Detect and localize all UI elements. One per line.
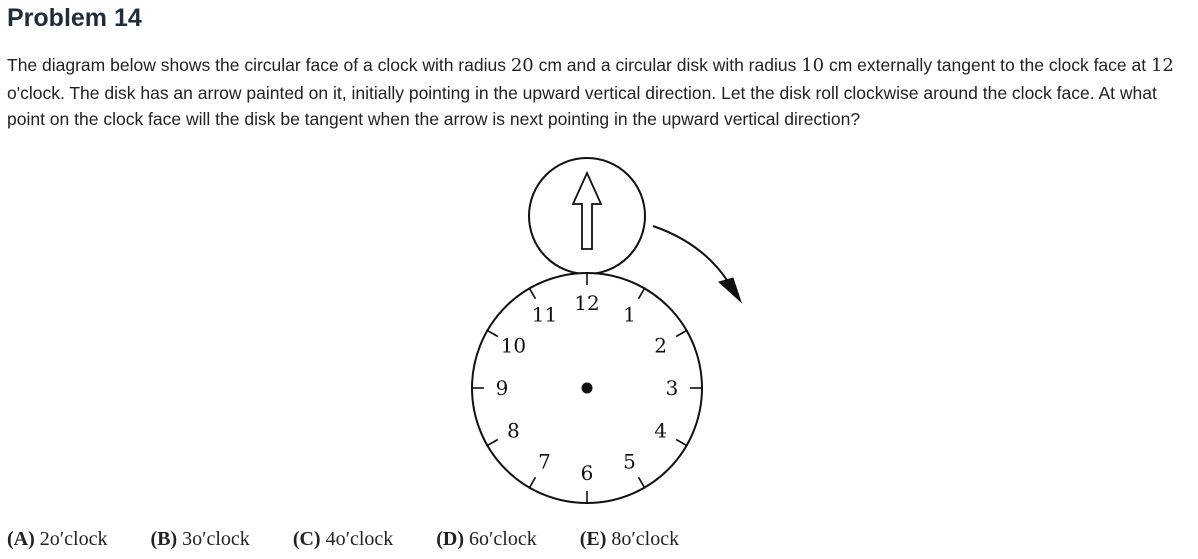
choice-c-text: 4o′clock: [325, 528, 394, 550]
clockwise-rotation-arc: [653, 226, 733, 290]
twelve-value: 12: [1150, 55, 1174, 76]
clock-number-1: 1: [623, 302, 636, 327]
statement-part-2: cm and a circular disk with radius: [533, 55, 802, 75]
choice-a-letter: (A): [7, 528, 35, 550]
clock-number-3: 3: [665, 376, 679, 400]
clock-number-2: 2: [654, 333, 667, 358]
statement-part-4: o'clock. The disk has an arrow painted on it, initially pointing in the upward vertical direction. Let the disk roll clockwise around the clock face. At what point on the clock face will the disk be tangent when the arrow is next pointing in the upward vertical direction?: [7, 82, 1157, 129]
disk-radius-value: 10: [801, 55, 825, 76]
clock-number-8: 8: [507, 418, 520, 443]
clock-center-dot: [582, 383, 593, 394]
choice-a[interactable]: [7, 528, 107, 551]
statement-part-3: cm externally tangent to the clock face at: [824, 55, 1151, 75]
choice-c[interactable]: [293, 528, 393, 551]
answer-choices: [7, 528, 717, 551]
choice-b[interactable]: [150, 528, 249, 551]
choice-b-letter: (B): [150, 528, 178, 550]
choice-c-letter: (C): [292, 528, 321, 550]
clock-number-5: 5: [623, 449, 636, 474]
clock-diagram: [440, 145, 760, 510]
choice-e-text: 8o′clock: [611, 528, 680, 550]
clock-number-12: 12: [574, 291, 600, 315]
clock-number-9: 9: [495, 376, 509, 400]
clock-number-6: 6: [580, 461, 594, 485]
choice-e[interactable]: [580, 528, 679, 551]
clock-number-4: 4: [654, 418, 667, 443]
choice-d-text: 6o′clock: [469, 528, 537, 550]
choice-b-text: 3o′clock: [182, 528, 250, 550]
problem-statement: [7, 52, 1187, 133]
clock-number-7: 7: [538, 449, 551, 474]
clock-number-11: 11: [531, 302, 558, 327]
rotation-arrowhead-icon: [719, 278, 741, 302]
clock-number-10: 10: [500, 333, 527, 358]
choice-d-letter: (D): [436, 528, 465, 550]
choice-e-letter: (E): [579, 528, 607, 550]
problem-title: Problem 14: [7, 4, 142, 32]
clock-radius-value: 20: [510, 55, 534, 76]
choice-a-text: 2o′clock: [39, 528, 108, 550]
statement-part-1: The diagram below shows the circular face of a clock with radius: [7, 55, 511, 75]
choice-d[interactable]: [436, 528, 536, 551]
